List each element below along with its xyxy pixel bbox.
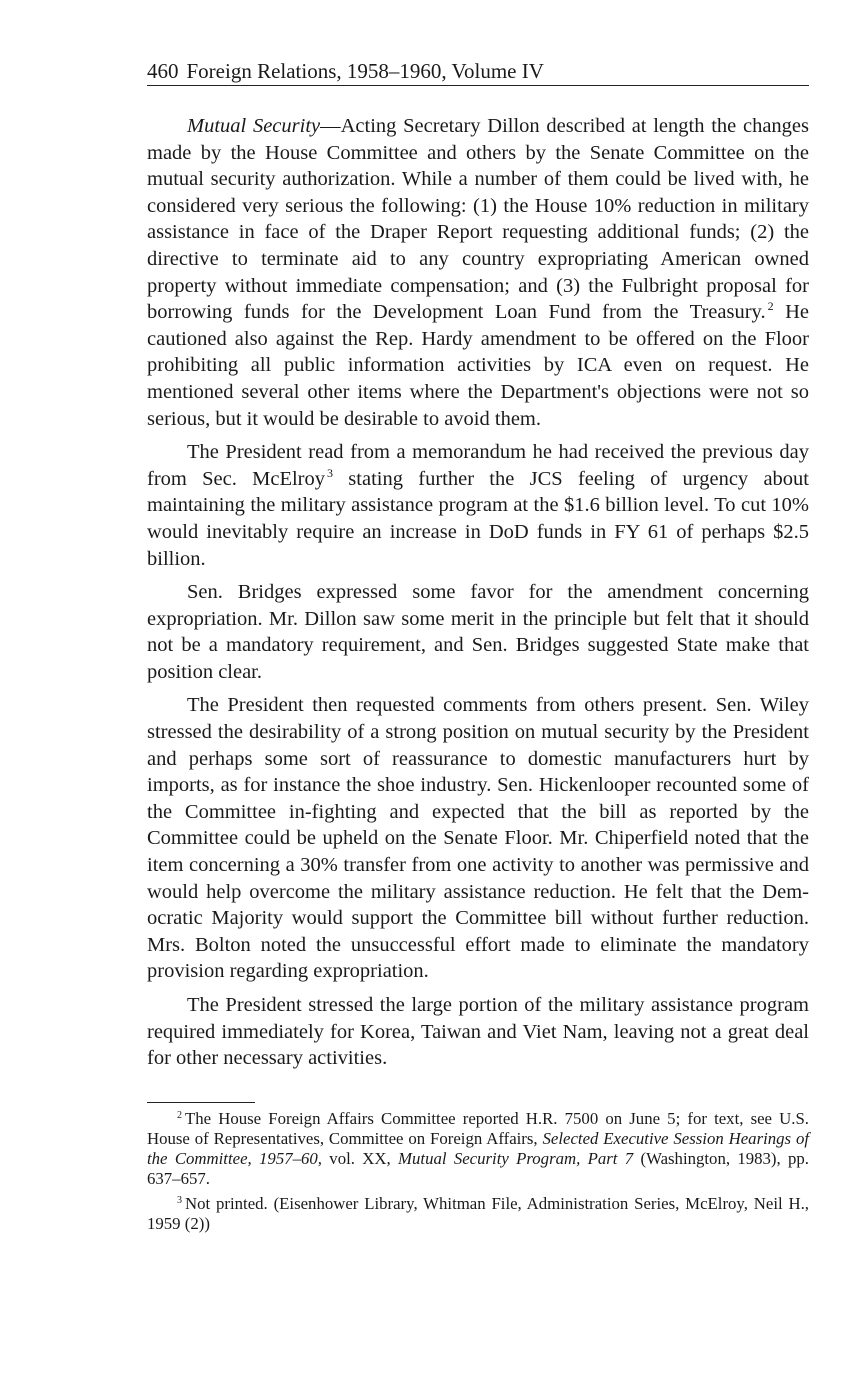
paragraph-text: —Acting Secretary Dillon described at length the changes made by the House Committee and others by the Senate Committee on the mutual security authorization. While a number of them could be lived with, he considered very serious the following: (1) the House 10% reduction in military assistance in face of the Draper Report requesting additional funds; (2) the directive to terminate aid to any country expropriating American owned property without immediate compensation; and (3) the Fulbright proposal for borrowing funds for the Development Loan Fund from the Treasury.: [147, 115, 809, 324]
paragraph-mutual-security: [147, 113, 809, 432]
running-header: [147, 58, 809, 86]
paragraph-comments: The President then requested comments from others present. Sen. Wiley stressed the desirability of a strong position on mutual security by the President and perhaps some sort of reassurance to domestic manufacturers hurt by imports, as for instance the shoe industry. Sen. Hickenlooper recounted some of the Committee in-fighting and expected that the bill as reported by the Committee could be upheld on the Senate Floor. Mr. Chiperfield noted that the item concerning a 30% transfer from one activity to another was permissive and would help overcome the military assistance reduction. He felt that the Democratic Majority would support the Committee bill without further reduction. Mrs. Bolton noted the unsuccessful effort made to eliminate the mandatory provision regarding expropriation.: [147, 694, 809, 983]
section-lead-in: Mutual Security: [187, 115, 321, 137]
running-title: Foreign Relations, 1958–1960, Volume IV: [186, 59, 544, 83]
page-number: 460: [147, 59, 179, 83]
footnote-text: Not printed. (Eisenhower Library, Whitman File, Administration Series, McElroy, Neil H., 1959 (2)): [147, 1193, 809, 1233]
footnote-text: vol. XX,: [321, 1149, 399, 1169]
body-text: [147, 113, 809, 1072]
footnote-divider: [147, 1102, 255, 1103]
footnote-ref-2: 2: [767, 299, 774, 314]
footnote-marker: 2: [177, 1109, 182, 1121]
paragraph-bridges: Sen. Bridges expressed some favor for the amendment concerning expropriation. Mr. Dillon saw some merit in the principle but felt that it should not be a mandatory requirement, and Sen. Bridges suggested State make that position clear.: [147, 581, 809, 683]
footnote-text: (Washington, 1983), pp. 637–657.: [147, 1149, 809, 1189]
paragraph-president-memorandum: [147, 439, 809, 572]
footnote-ref-3: 3: [327, 465, 334, 480]
paragraph-text: The President read from a memorandum he had received the previous day from Sec. McElroy: [147, 441, 809, 490]
document-page: [147, 58, 809, 1238]
footnote-2: [147, 1109, 809, 1190]
paragraph-military-assistance: The President stressed the large portion of the military assistance program required immediately for Korea, Taiwan and Viet Nam, leaving not a great deal for other necessary activities.: [147, 994, 809, 1070]
footnote-text: The House Foreign Affairs Committee reported H.R. 7500 on June 5; for text, see U.S. House of Representatives, Committee on Foreign Affairs,: [147, 1108, 809, 1148]
paragraph-text: He cautioned also against the Rep. Hardy amendment to be offered on the Floor prohibiting all public information activities by ICA even on request. He mentioned several other items where the Department's objections were not so serious, but it would be desirable to avoid them.: [147, 301, 810, 430]
paragraph-text: stating further the JCS feeling of urgency about maintaining the military assistance program at the $1.6 billion level. To cut 10% would inevitably require an increase in DoD funds in FY 61 of perhaps $2.5 billion.: [147, 467, 809, 570]
footnote-3: [147, 1194, 809, 1234]
footnote-marker: 3: [177, 1194, 182, 1206]
footnote-title-italic: Selected Executive Session Hearings of the Committee, 1957–60,: [147, 1128, 810, 1169]
footnote-title-italic: Mutual Security Program, Part 7: [398, 1149, 634, 1169]
footnotes: [147, 1102, 809, 1234]
